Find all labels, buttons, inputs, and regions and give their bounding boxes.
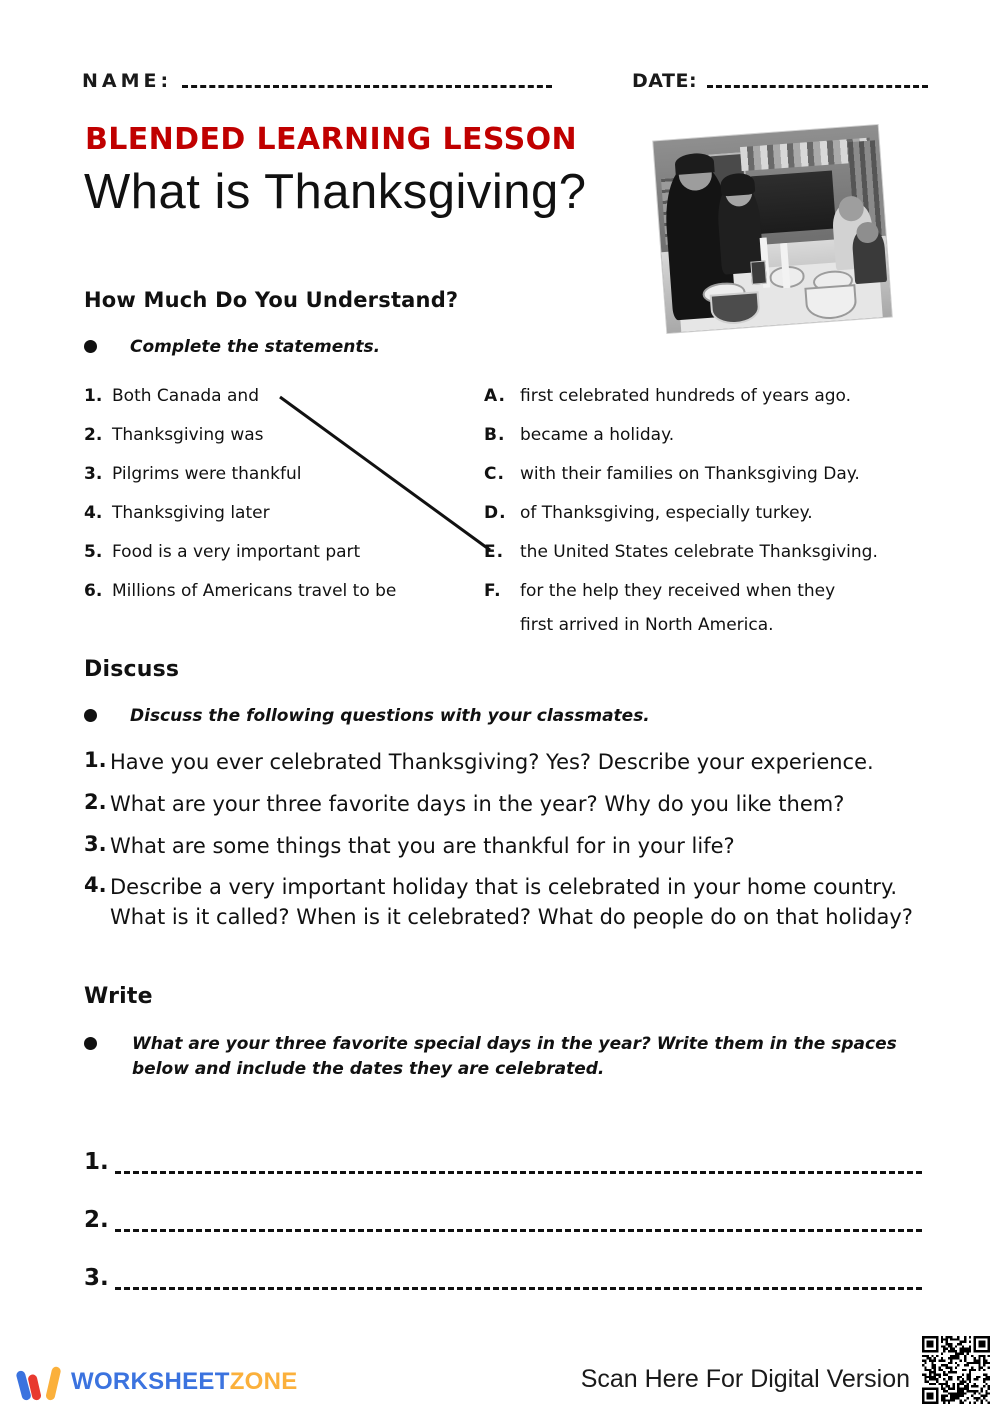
matching-left-item[interactable] xyxy=(84,542,484,581)
instruction-complete-statements xyxy=(84,335,380,360)
discuss-question-list xyxy=(84,748,934,945)
item-text-line-one: for the help they received when they xyxy=(520,581,836,601)
write-answer-row xyxy=(84,1118,922,1176)
logo-wordmark xyxy=(71,1368,298,1396)
date-label: DATE: xyxy=(632,70,698,92)
question-number: 4. xyxy=(84,873,107,898)
name-field-group xyxy=(82,72,552,91)
matching-left-item[interactable] xyxy=(84,464,484,503)
answer-number: 3. xyxy=(84,1265,109,1291)
question-text-line-one: Describe a very important holiday that is celebrated in your home country. xyxy=(110,875,898,900)
item-text: Food is a very important part xyxy=(112,542,361,562)
item-letter: D. xyxy=(484,503,507,523)
photo-man-hair xyxy=(675,153,715,175)
bullet-icon xyxy=(84,709,97,722)
photo-glass xyxy=(750,260,767,284)
question-text xyxy=(110,873,913,933)
discuss-question xyxy=(84,873,934,933)
matching-left-item[interactable] xyxy=(84,425,484,464)
item-letter: C. xyxy=(484,464,505,484)
thanksgiving-dinner-photo xyxy=(653,125,891,333)
section-heading-write: Write xyxy=(84,984,153,1009)
matching-right-item[interactable] xyxy=(484,386,924,425)
item-text: of Thanksgiving, especially turkey. xyxy=(520,503,813,523)
instruction-text: Discuss the following questions with your classmates. xyxy=(130,706,650,726)
item-text: Thanksgiving was xyxy=(112,425,264,445)
write-answer-row xyxy=(84,1234,922,1292)
matching-exercise xyxy=(84,386,924,651)
student-info-header xyxy=(82,72,928,91)
logo-stroke-yellow xyxy=(45,1366,61,1401)
item-text: became a holiday. xyxy=(520,425,675,445)
answer-number: 2. xyxy=(84,1207,109,1233)
item-letter: B. xyxy=(484,425,506,445)
item-number: 2. xyxy=(84,425,103,445)
item-text: first celebrated hundreds of years ago. xyxy=(520,386,852,406)
logo-word-zone: ZONE xyxy=(229,1368,298,1395)
item-number: 3. xyxy=(84,464,103,484)
photo-fireplace xyxy=(751,171,836,234)
instruction-text: Complete the statements. xyxy=(130,337,381,357)
page-title: What is Thanksgiving? xyxy=(84,165,587,219)
matching-right-item[interactable] xyxy=(484,542,924,581)
matching-right-item[interactable] xyxy=(484,581,924,636)
scan-instruction-text: Scan Here For Digital Version xyxy=(580,1365,910,1393)
item-number: 5. xyxy=(84,542,103,562)
discuss-question xyxy=(84,748,934,778)
bullet-icon xyxy=(84,1037,97,1050)
question-number: 3. xyxy=(84,831,107,856)
photo-woman-hair xyxy=(720,173,755,197)
matching-left-column xyxy=(84,386,484,620)
answer-input-line[interactable] xyxy=(115,1287,922,1290)
matching-right-column xyxy=(484,386,924,636)
write-answer-row xyxy=(84,1176,922,1234)
item-letter: A. xyxy=(484,386,506,406)
qr-code-icon[interactable] xyxy=(922,1336,990,1404)
page-footer xyxy=(0,1330,1000,1414)
lesson-kicker: BLENDED LEARNING LESSON xyxy=(85,122,577,157)
discuss-question xyxy=(84,832,934,862)
worksheet-zone-logo[interactable] xyxy=(22,1364,298,1400)
logo-w-mark-icon xyxy=(22,1364,62,1400)
name-input-line[interactable] xyxy=(182,85,552,88)
item-text: Both Canada and xyxy=(112,386,259,406)
item-text: with their families on Thanksgiving Day. xyxy=(520,464,860,484)
matching-left-item[interactable] xyxy=(84,503,484,542)
item-text xyxy=(520,581,835,637)
matching-left-item[interactable] xyxy=(84,386,484,425)
question-text: What are your three favorite days in the year? Why do you like them? xyxy=(110,791,845,816)
item-letter: E. xyxy=(484,542,505,562)
instruction-text: What are your three favorite special days in the year? Write them in the spaces below and include the dates they are celebrated. xyxy=(132,1034,897,1079)
date-input-line[interactable] xyxy=(707,85,928,88)
item-number: 1. xyxy=(84,386,103,406)
question-text-line-two: What is it called? When is it celebrated? What do people do on that holiday? xyxy=(110,905,913,930)
item-number: 4. xyxy=(84,503,103,523)
section-heading-discuss: Discuss xyxy=(84,657,180,682)
write-answer-lines xyxy=(84,1118,922,1292)
question-number: 2. xyxy=(84,789,107,814)
answer-number: 1. xyxy=(84,1149,109,1175)
matching-right-item[interactable] xyxy=(484,503,924,542)
logo-word-worksheet: WORKSHEET xyxy=(71,1368,230,1395)
matching-right-item[interactable] xyxy=(484,464,924,503)
item-text: Thanksgiving later xyxy=(112,503,270,523)
item-text: Pilgrims were thankful xyxy=(112,464,302,484)
answer-input-line[interactable] xyxy=(115,1229,922,1232)
question-text: Have you ever celebrated Thanksgiving? Yes? Describe your experience. xyxy=(110,750,874,774)
section-heading-understand: How Much Do You Understand? xyxy=(84,288,459,312)
item-text: the United States celebrate Thanksgiving. xyxy=(520,542,878,562)
discuss-question xyxy=(84,790,934,820)
date-field-group xyxy=(632,72,928,91)
item-text-line-two: first arrived in North America. xyxy=(520,615,774,636)
matching-left-item[interactable] xyxy=(84,581,484,620)
photo-scene xyxy=(653,125,891,333)
question-text: What are some things that you are thankful for in your life? xyxy=(110,833,735,858)
item-text: Millions of Americans travel to be xyxy=(112,581,397,601)
item-number: 6. xyxy=(84,581,103,601)
bullet-icon xyxy=(84,340,97,353)
item-letter: F. xyxy=(484,581,502,601)
answer-input-line[interactable] xyxy=(115,1171,922,1174)
question-number: 1. xyxy=(84,748,107,772)
name-label: NAME: xyxy=(82,70,173,92)
instruction-discuss xyxy=(84,704,650,729)
matching-right-item[interactable] xyxy=(484,425,924,464)
instruction-write xyxy=(84,1032,914,1081)
